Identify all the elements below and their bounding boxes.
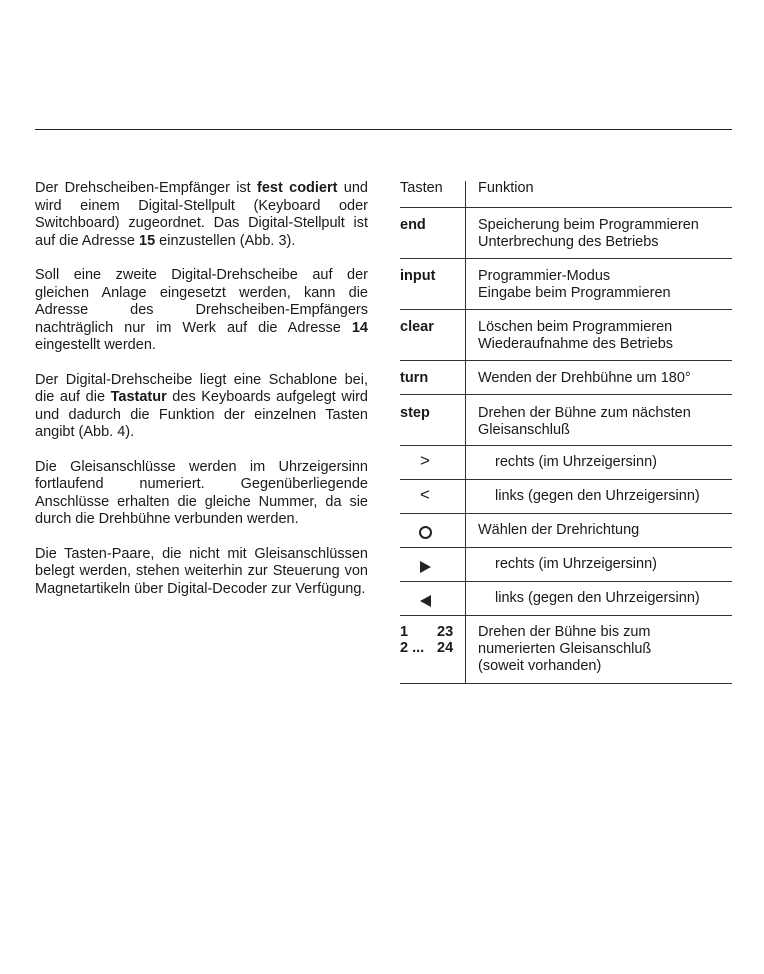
- key-label: step: [400, 405, 430, 421]
- table-bottom-rule: [400, 683, 732, 684]
- header-keys: Tasten: [400, 180, 443, 196]
- table-divider: [400, 360, 732, 361]
- key-label: >: [420, 451, 430, 470]
- key-label: 1 23 2 ... 24: [400, 624, 454, 656]
- paragraph-numbering: Die Gleisanschlüsse werden im Uhrzeigersinn fortlaufend numeriert. Gegenüberliegende Anschlüsse erhalten die gleiche Nummer, da sie durch die Drehbühne verbunden werden.: [35, 458, 368, 527]
- function-text: Speicherung beim Programmieren Unterbrechung des Betriebs: [478, 217, 699, 250]
- key-label: [400, 558, 450, 578]
- function-text: rechts (im Uhrzeigersinn): [495, 454, 657, 470]
- header-function: Funktion: [478, 180, 534, 196]
- table-divider: [400, 258, 732, 259]
- triangle-left-icon: [420, 595, 431, 607]
- table-divider: [400, 394, 732, 395]
- function-text: Wenden der Drehbühne um 180°: [478, 370, 691, 386]
- key-label: <: [420, 485, 430, 504]
- function-text: Löschen beim Programmieren Wiederaufnahme des Betriebs: [478, 319, 674, 352]
- key-label: [400, 524, 450, 544]
- triangle-right-icon: [420, 561, 431, 573]
- paragraph-template: Der Digital-Drehscheibe liegt eine Schablone bei, die auf die Tastatur des Keyboards aufgelegt wird und dadurch die Funktion der einzelnen Tasten angibt (Abb. 4).: [35, 371, 368, 440]
- body-text: [35, 180, 368, 615]
- function-text: Drehen der Bühne bis zum numerierten Gleisanschluß (soweit vorhanden): [478, 624, 652, 674]
- table-divider: [400, 479, 732, 480]
- table-divider: [400, 581, 732, 582]
- function-text: links (gegen den Uhrzeigersinn): [495, 590, 700, 606]
- function-text: Wählen der Drehrichtung: [478, 522, 640, 538]
- function-text: Programmier-Modus Eingabe beim Programmieren: [478, 268, 671, 301]
- table-divider: [400, 513, 732, 514]
- key-label: end: [400, 217, 426, 233]
- table-divider: [400, 547, 732, 548]
- key-label: turn: [400, 370, 429, 386]
- table-column-divider: [465, 181, 466, 683]
- top-rule: [35, 129, 732, 130]
- table-divider: [400, 309, 732, 310]
- circle-icon: [419, 526, 432, 539]
- paragraph-key-pairs: Die Tasten-Paare, die nicht mit Gleisanschlüssen belegt werden, stehen weiterhin zur Steuerung von Magnetartikeln über Digital-Decoder zur Verfügung.: [35, 545, 368, 597]
- function-text: links (gegen den Uhrzeigersinn): [495, 488, 700, 504]
- table-divider: [400, 207, 732, 208]
- key-label: [400, 592, 450, 612]
- paragraph-second-turntable: Soll eine zweite Digital-Drehscheibe auf der gleichen Anlage eingesetzt werden, kann die Adresse des Drehscheiben-Empfängers nachträglich nur im Werk auf die Adresse 14 eingestellt werden.: [35, 267, 368, 353]
- table-divider: [400, 445, 732, 446]
- paragraph-coding: Der Drehscheiben-Empfänger ist fest codiert und wird einem Digital-Stellpult (Keyboard oder Switchboard) zugeordnet. Das Digital-Stellpult ist auf die Adresse 15 einzustellen (Abb. 3).: [35, 180, 368, 249]
- key-label: input: [400, 268, 436, 284]
- table-divider: [400, 615, 732, 616]
- key-label: clear: [400, 319, 434, 335]
- function-text: Drehen der Bühne zum nächsten Gleisanschluß: [478, 405, 691, 438]
- function-text: rechts (im Uhrzeigersinn): [495, 556, 657, 572]
